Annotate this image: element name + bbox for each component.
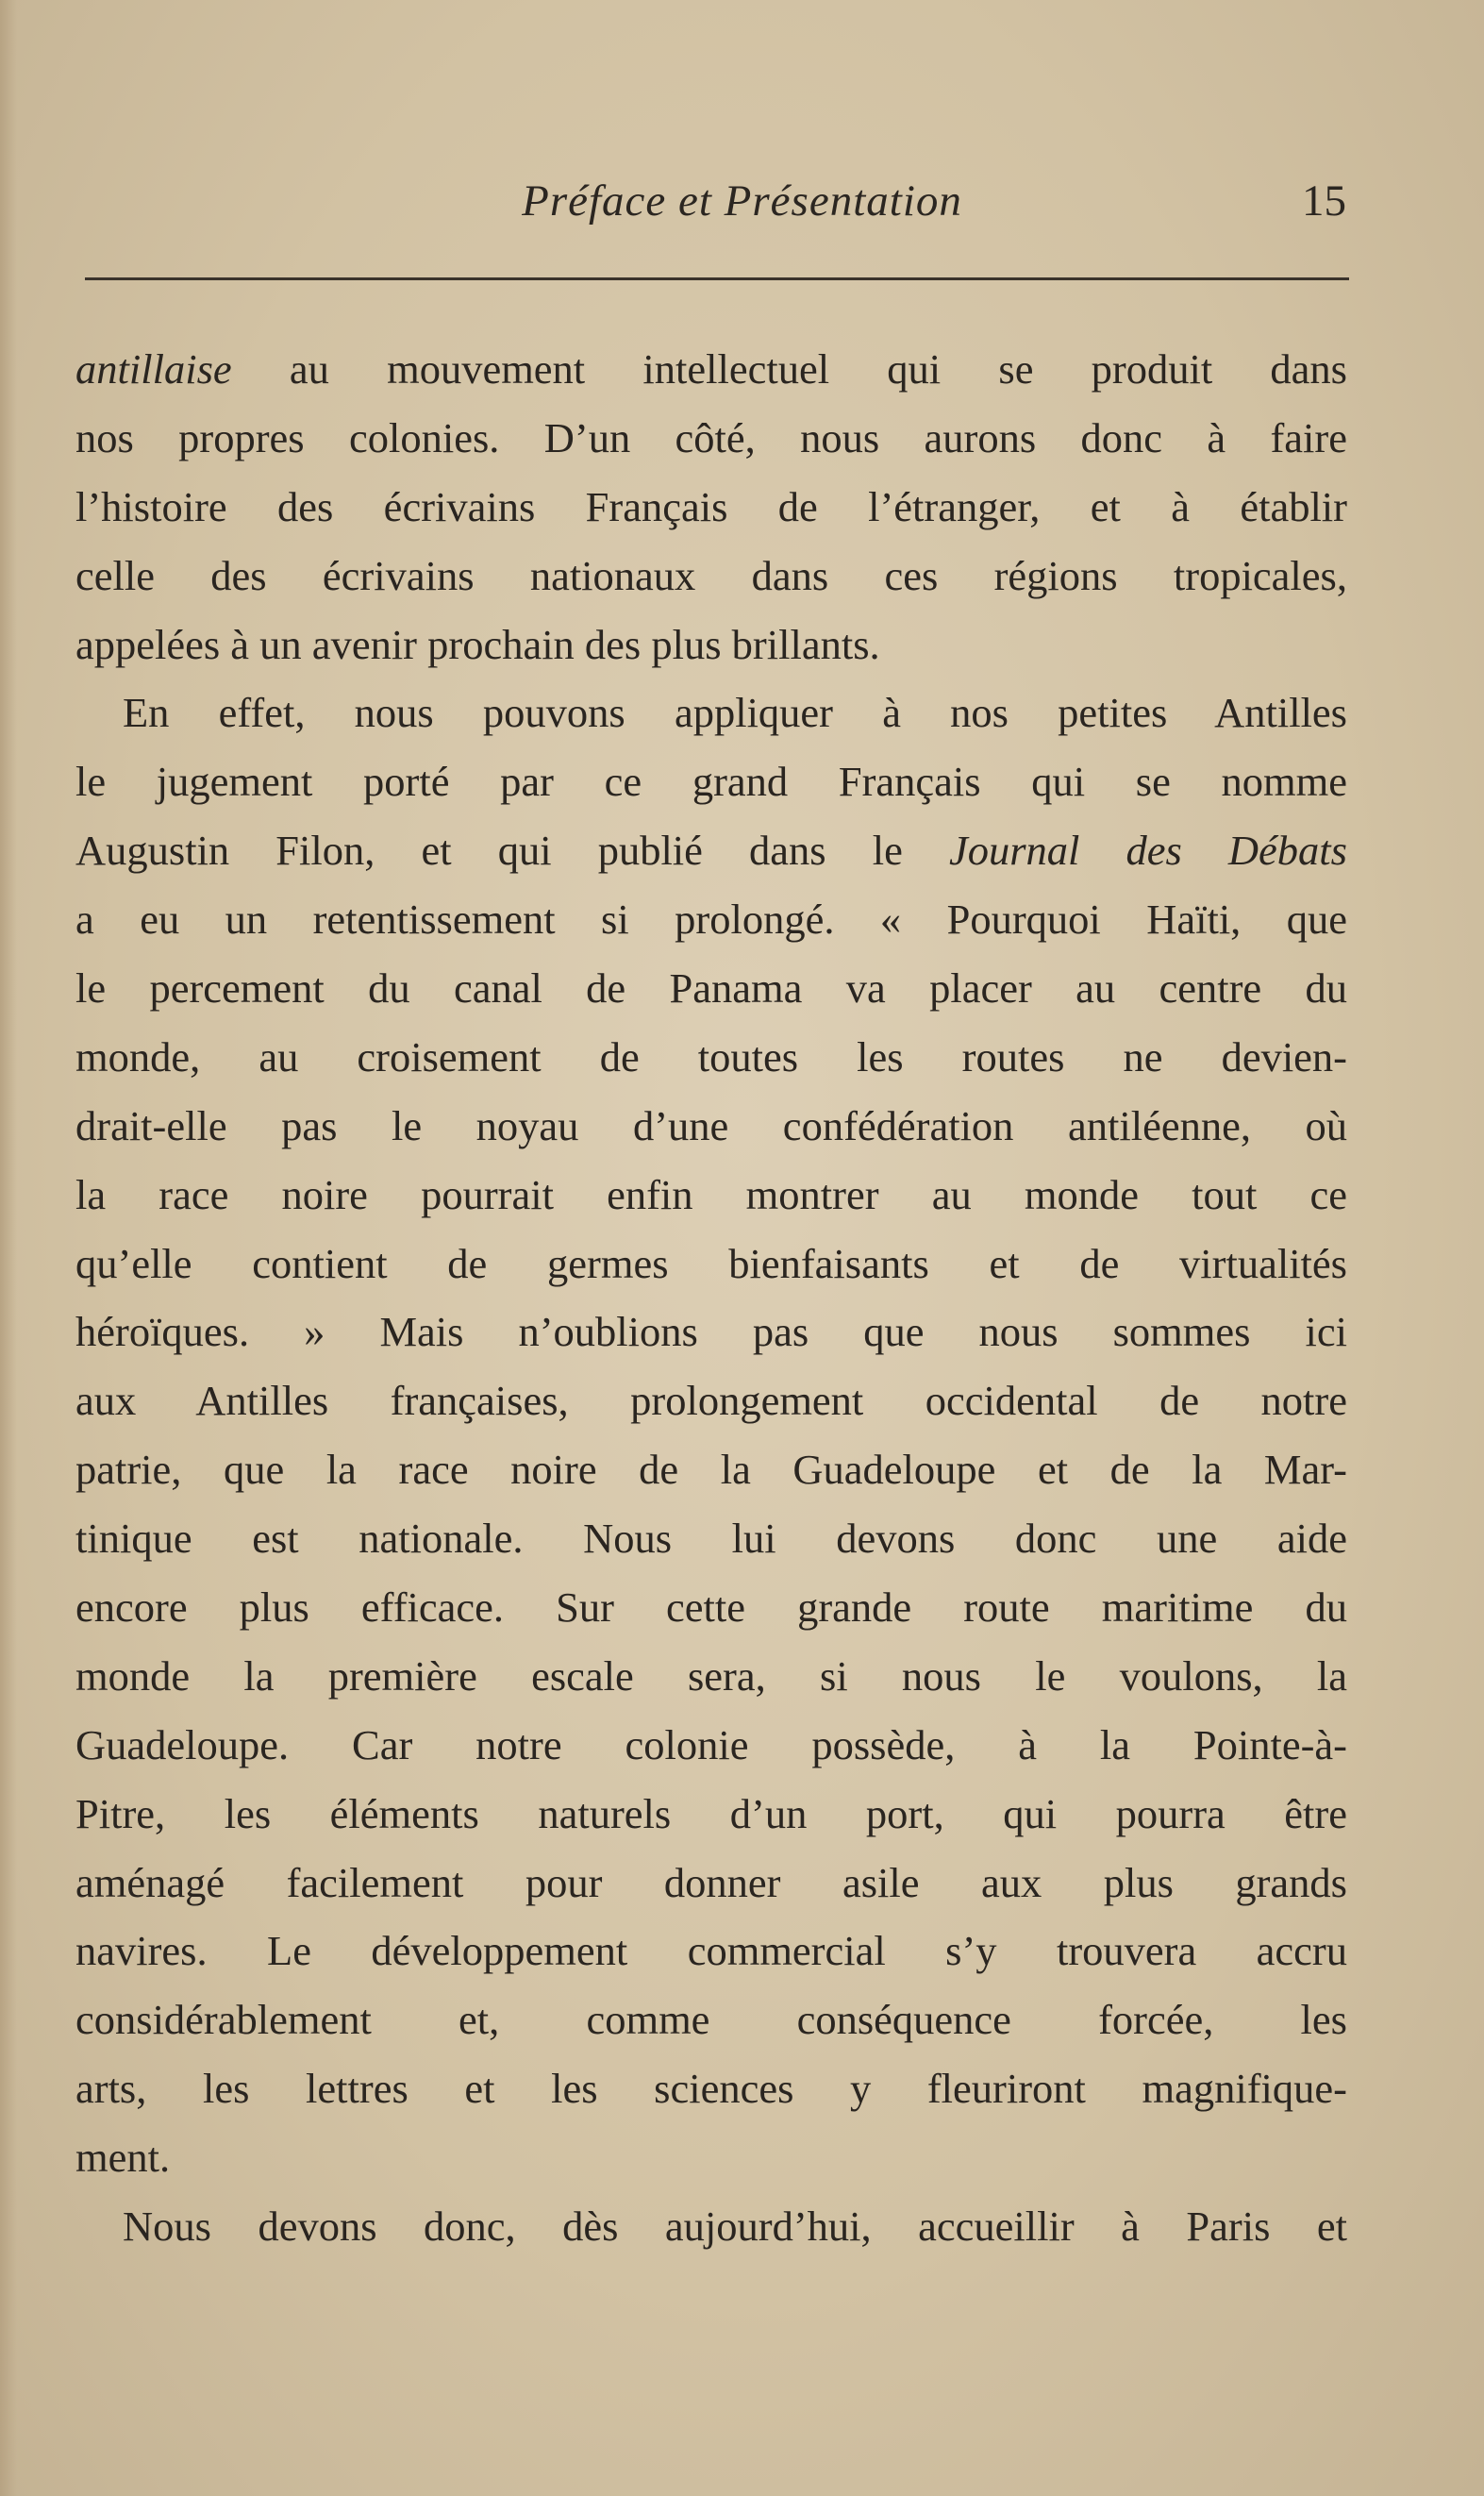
text-line xyxy=(75,2123,1347,2192)
text-run: navires. Le développement commercial s’y trouvera accru xyxy=(75,1927,1347,1975)
text-line xyxy=(75,1642,1347,1711)
text-run: ment. xyxy=(75,2134,171,2182)
text-run: le percement du canal de Panama va placer au centre du xyxy=(75,964,1347,1013)
text-run: nos propres colonies. D’un côté, nous aurons donc à faire xyxy=(75,413,1347,461)
text-run: monde, au croisement de toutes les routes ne devien- xyxy=(75,1032,1347,1080)
text-line xyxy=(75,954,1347,1023)
text-line xyxy=(75,1298,1347,1366)
text-line xyxy=(75,1780,1347,1849)
header-rule xyxy=(85,277,1349,280)
italic-text: antillaise xyxy=(75,345,232,393)
text-run: arts, les lettres et les sciences y fleuriront magnifique- xyxy=(75,2065,1347,2113)
text-run: Pitre, les éléments naturels d’un port, qui pourra être xyxy=(75,1789,1347,1837)
text-run: aménagé facilement pour donner asile aux plus grands xyxy=(75,1858,1347,1906)
text-run: encore plus efficace. Sur cette grande route maritime du xyxy=(75,1583,1347,1632)
text-line xyxy=(75,1023,1347,1092)
text-line xyxy=(75,1917,1347,1985)
text-run: a eu un retentissement si prolongé. « Pourquoi Haïti, que xyxy=(75,896,1347,944)
italic-text: Journal des Débats xyxy=(948,827,1347,875)
text-line xyxy=(75,542,1347,611)
text-run: monde la première escale sera, si nous le voulons, la xyxy=(75,1651,1347,1700)
text-run: qu’elle contient de germes bienfaisants et de virtualités xyxy=(75,1239,1347,1287)
text-run: celle des écrivains nationaux dans ces régions tropicales, xyxy=(75,551,1347,599)
text-run: En effet, nous pouvons appliquer à nos petites Antilles xyxy=(123,689,1347,737)
running-title: Préface et Présentation xyxy=(522,176,962,226)
text-line xyxy=(75,885,1347,954)
text-line xyxy=(75,1161,1347,1230)
running-header xyxy=(0,176,1484,242)
text-run: drait-elle pas le noyau d’une confédération antiléenne, où xyxy=(75,1101,1347,1149)
page-edge-shadow xyxy=(0,0,17,2496)
text-line xyxy=(75,816,1347,885)
text-run: au mouvement intellectuel qui se produit dans xyxy=(231,345,1347,393)
text-line xyxy=(75,1985,1347,2054)
text-line xyxy=(75,1092,1347,1161)
text-line xyxy=(75,1366,1347,1435)
text-line xyxy=(75,1504,1347,1573)
text-run: Augustin Filon, et qui publié dans le xyxy=(75,827,949,875)
text-run: Nous devons donc, dès aujourd’hui, accueillir à Paris et xyxy=(123,2203,1347,2251)
text-run: tinique est nationale. Nous lui devons donc une aide xyxy=(75,1515,1347,1563)
text-run: héroïques. » Mais n’oublions pas que nous sommes ici xyxy=(75,1308,1347,1356)
text-run: Guadeloupe. Car notre colonie possède, à la Pointe-à- xyxy=(75,1720,1347,1768)
text-run: considérablement et, comme conséquence forcée, les xyxy=(75,1996,1347,2044)
page-number: 15 xyxy=(1302,176,1346,226)
text-line xyxy=(75,1711,1347,1780)
text-line xyxy=(75,1435,1347,1504)
body-text xyxy=(75,335,1347,2261)
text-run: appelées à un avenir prochain des plus brillants. xyxy=(75,620,880,668)
text-line xyxy=(75,611,1347,679)
text-run: aux Antilles françaises, prolongement occidental de notre xyxy=(75,1377,1347,1425)
text-run: patrie, que la race noire de la Guadeloupe et de la Mar- xyxy=(75,1446,1347,1494)
text-line xyxy=(75,473,1347,542)
text-line xyxy=(75,747,1347,816)
text-line xyxy=(75,404,1347,473)
text-line xyxy=(75,1573,1347,1642)
text-line xyxy=(75,678,1347,747)
text-run: le jugement porté par ce grand Français qui se nomme xyxy=(75,758,1347,806)
text-line xyxy=(75,1849,1347,1918)
text-line xyxy=(75,1230,1347,1298)
text-line xyxy=(75,2192,1347,2261)
text-run: l’histoire des écrivains Français de l’étranger, et à établir xyxy=(75,482,1347,530)
text-run: la race noire pourrait enfin montrer au monde tout ce xyxy=(75,1170,1347,1218)
text-line xyxy=(75,2054,1347,2123)
text-line xyxy=(75,335,1347,404)
